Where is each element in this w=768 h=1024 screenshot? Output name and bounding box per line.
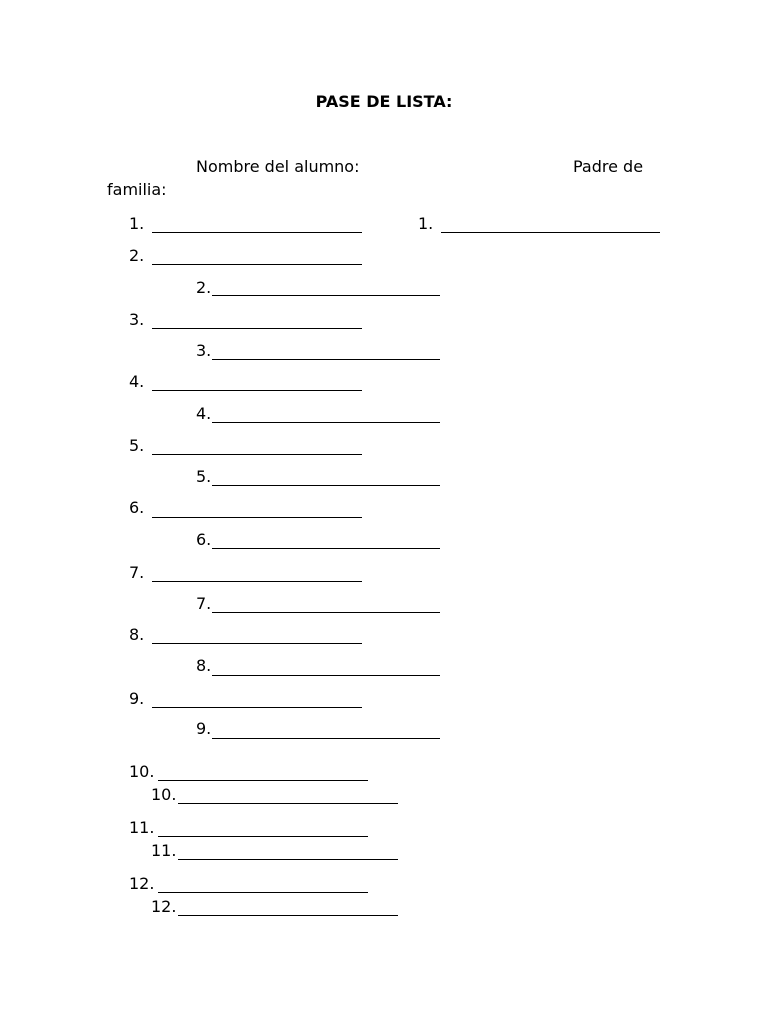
row-number: 6. bbox=[129, 498, 145, 517]
name-blank-line[interactable] bbox=[152, 707, 362, 708]
row-number: 8. bbox=[129, 625, 145, 644]
name-blank-line[interactable] bbox=[178, 803, 398, 804]
name-blank-line[interactable] bbox=[178, 859, 398, 860]
name-blank-line[interactable] bbox=[212, 359, 440, 360]
name-blank-line[interactable] bbox=[152, 581, 362, 582]
parent-header-line2: familia: bbox=[107, 180, 167, 199]
name-blank-line[interactable] bbox=[212, 612, 440, 613]
row-number: 5. bbox=[196, 467, 212, 486]
row-number: 9. bbox=[196, 719, 212, 738]
row-number: 1. bbox=[129, 214, 145, 233]
name-blank-line[interactable] bbox=[212, 548, 440, 549]
name-blank-line[interactable] bbox=[212, 738, 440, 739]
row-number: 4. bbox=[196, 404, 212, 423]
row-number: 4. bbox=[129, 372, 145, 391]
name-blank-line[interactable] bbox=[158, 836, 368, 837]
name-blank-line[interactable] bbox=[441, 232, 660, 233]
row-number: 2. bbox=[129, 246, 145, 265]
name-blank-line[interactable] bbox=[178, 915, 398, 916]
name-blank-line[interactable] bbox=[212, 422, 440, 423]
name-blank-line[interactable] bbox=[212, 485, 440, 486]
row-number: 11. bbox=[151, 841, 177, 860]
row-number: 8. bbox=[196, 656, 212, 675]
row-number: 12. bbox=[151, 897, 177, 916]
row-number: 6. bbox=[196, 530, 212, 549]
row-number: 7. bbox=[196, 594, 212, 613]
parent-header-line1: Padre de bbox=[573, 157, 644, 176]
row-number: 10. bbox=[129, 762, 155, 781]
name-blank-line[interactable] bbox=[212, 295, 440, 296]
row-number: 2. bbox=[196, 278, 212, 297]
name-blank-line[interactable] bbox=[212, 675, 440, 676]
row-number: 5. bbox=[129, 436, 145, 455]
name-blank-line[interactable] bbox=[158, 780, 368, 781]
row-number: 1. bbox=[418, 214, 434, 233]
page-title: PASE DE LISTA: bbox=[315, 92, 453, 111]
student-name-header: Nombre del alumno: bbox=[196, 157, 360, 176]
row-number: 12. bbox=[129, 874, 155, 893]
name-blank-line[interactable] bbox=[158, 892, 368, 893]
name-blank-line[interactable] bbox=[152, 643, 362, 644]
row-number: 9. bbox=[129, 689, 145, 708]
row-number: 3. bbox=[129, 310, 145, 329]
name-blank-line[interactable] bbox=[152, 454, 362, 455]
name-blank-line[interactable] bbox=[152, 517, 362, 518]
name-blank-line[interactable] bbox=[152, 328, 362, 329]
name-blank-line[interactable] bbox=[152, 390, 362, 391]
name-blank-line[interactable] bbox=[152, 232, 362, 233]
row-number: 10. bbox=[151, 785, 177, 804]
row-number: 3. bbox=[196, 341, 212, 360]
row-number: 11. bbox=[129, 818, 155, 837]
name-blank-line[interactable] bbox=[152, 264, 362, 265]
row-number: 7. bbox=[129, 563, 145, 582]
